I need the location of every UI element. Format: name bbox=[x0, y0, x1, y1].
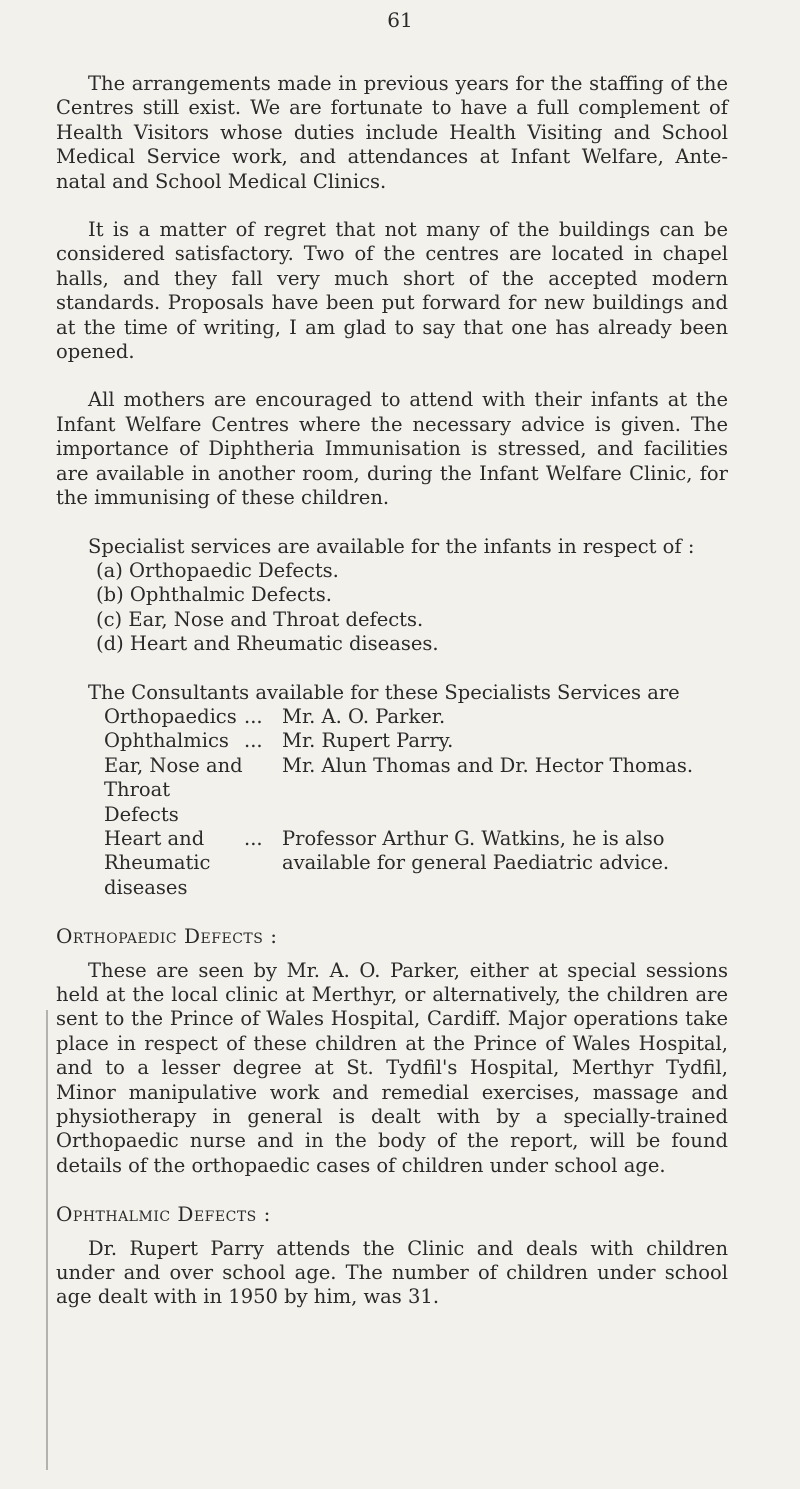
paragraph-staffing: The arrangements made in previous years for the staffing of the Centres still exist. We are fortunate to have a full complement of Health Visitors whose duties include Health Visiting and School Medical Service work, and attendances at Infant Welfare, Ante-natal and School Medical Clinics. bbox=[56, 72, 728, 193]
consultants-table bbox=[104, 705, 728, 900]
specialist-item: (a) Orthopaedic Defects. bbox=[96, 558, 339, 582]
consultant-row bbox=[104, 827, 728, 900]
specialist-intro: Specialist services are available for the infants in respect of : bbox=[88, 534, 695, 558]
paragraph-buildings: It is a matter of regret that not many of the buildings can be considered satisfactory. Two of the centres are located in chapel halls, and they fall very much short of the accepted modern standards. Proposals have been put forward for new buildings and at the time of writing, I am glad to say that one has already been opened. bbox=[56, 218, 728, 364]
section-text-orthopaedic: These are seen by Mr. A. O. Parker, either at special sessions held at the local clinic at Merthyr, or alternatively, the children are sent to the Prince of Wales Hospital, Cardiff. Major operations take place in respect of these children at the Prince of Wales Hospital, and to a lesser degree at St. Tydfil's Hospital, Merthyr Tydfil, Minor manipulative work and remedial exercises, massage and physiotherapy in general is dealt with by a specially-trained Orthopaedic nurse and in the body of the report, will be found details of the orthopaedic cases of children under school age. bbox=[56, 958, 728, 1177]
consultants-intro: The Consultants available for these Specialists Services are bbox=[88, 680, 680, 704]
section-text-ophthalmic: Dr. Rupert Parry attends the Clinic and deals with children under and over school age. The number of children under school age dealt with in 1950 by him, was 31. bbox=[56, 1236, 728, 1309]
consultant-specialty: Heart and Rheumatic diseases bbox=[104, 826, 211, 899]
consultant-row bbox=[104, 754, 728, 827]
consultant-row bbox=[104, 705, 728, 729]
section-heading-ophthalmic: Ophthalmic Defects : bbox=[56, 1202, 271, 1227]
consultant-name: Professor Arthur G. Watkins, he is also available for general Paediatric advice. bbox=[282, 826, 670, 875]
section-heading-orthopaedic: Orthopaedic Defects : bbox=[56, 924, 278, 949]
specialist-item: (b) Ophthalmic Defects. bbox=[96, 583, 332, 607]
consultant-dots bbox=[244, 754, 282, 827]
specialist-item: (c) Ear, Nose and Throat defects. bbox=[96, 607, 424, 631]
consultant-dots: ... bbox=[244, 704, 263, 728]
page-content bbox=[56, 72, 728, 1310]
page-number: 61 bbox=[387, 8, 413, 32]
consultant-specialty: Ophthalmics bbox=[104, 729, 229, 753]
margin-shadow-line bbox=[46, 1010, 48, 1470]
consultant-specialty: Ear, Nose and Throat Defects bbox=[104, 753, 243, 826]
consultant-name: Mr. Rupert Parry. bbox=[282, 729, 454, 753]
consultant-name: Mr. A. O. Parker. bbox=[282, 704, 446, 728]
consultant-dots: ... bbox=[244, 729, 263, 753]
consultant-specialty: Orthopaedics bbox=[104, 704, 237, 728]
consultant-name: Mr. Alun Thomas and Dr. Hector Thomas. bbox=[282, 753, 694, 777]
specialist-item: (d) Heart and Rheumatic diseases. bbox=[96, 632, 439, 656]
specialist-list bbox=[96, 559, 728, 657]
consultant-row bbox=[104, 729, 728, 753]
paragraph-mothers: All mothers are encouraged to attend with their infants at the Infant Welfare Centres where the necessary advice is given. The importance of Diphtheria Immunisation is stressed, and facilities are available in another room, during the Infant Welfare Clinic, for the immunising of these children. bbox=[56, 388, 728, 510]
consultant-dots: ... bbox=[244, 826, 263, 850]
